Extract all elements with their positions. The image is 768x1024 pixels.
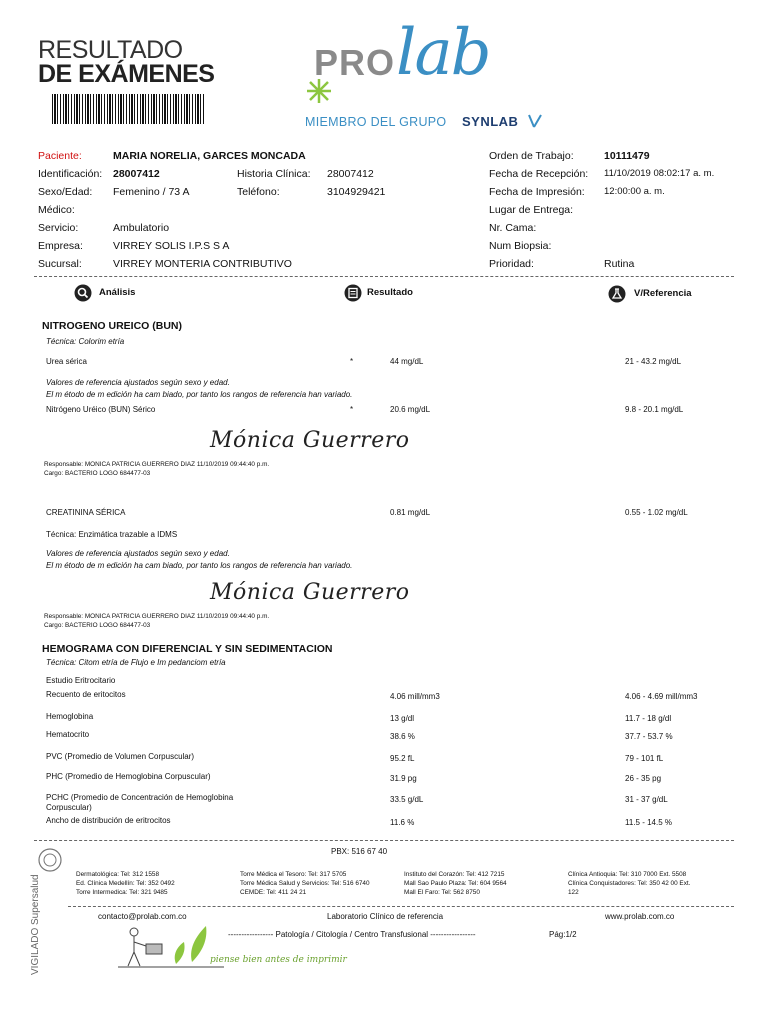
sexo-value: Femenino / 73 A [113, 186, 190, 198]
bun-note2: El m étodo de m edición ha cam biado, por tanto los rangos de referencia han variado. [46, 390, 353, 399]
patient-label: Paciente: [38, 150, 82, 162]
resultado-header: Resultado [367, 287, 413, 298]
logo-synlab: SYNLAB [462, 114, 519, 129]
servicio-label: Servicio: [38, 222, 79, 234]
prolab-logo [300, 16, 550, 135]
id-value: 28007412 [113, 168, 160, 180]
contact-line: Clínica Conquistadores: Tel: 350 42 00 Ext. [568, 880, 691, 887]
contact-line: Mall El Faro: Tel: 562 8750 [404, 889, 480, 896]
hemo-row-label: PHC (Promedio de Hemoglobina Corpuscular) [46, 772, 211, 781]
logo-member: MIEMBRO DEL GRUPO [305, 115, 447, 129]
responsable-line: Responsable: MONICA PATRICIA GUERRERO DIAZ 11/10/2019 09:44:40 p.m. [44, 461, 270, 468]
email-link[interactable]: contacto@prolab.com.co [98, 912, 187, 921]
cargo-line: Cargo: BACTERIO LOGO 684477-03 [44, 622, 151, 629]
prioridad-value: Rutina [604, 258, 635, 270]
flask-icon [608, 285, 626, 303]
barcode [52, 94, 206, 124]
telefono-value: 3104929421 [327, 186, 386, 198]
creat-label: CREATININA SÉRICA [46, 508, 126, 517]
sucursal-label: Sucursal: [38, 258, 82, 270]
star-icon [304, 76, 334, 106]
referencia-header: V/Referencia [634, 288, 692, 299]
hemo-row-label: Hematocrito [46, 730, 90, 739]
empresa-label: Empresa: [38, 240, 83, 252]
medico-label: Médico: [38, 204, 75, 216]
creat-ref: 0.55 - 1.02 mg/dL [625, 508, 688, 517]
sexo-label: Sexo/Edad: [38, 186, 93, 198]
supersalud-seal-icon [38, 848, 62, 872]
bun-flag: * [350, 405, 354, 414]
hemo-row-value: 31.9 pg [390, 774, 417, 783]
services-line: ----------------- Patología / Citología / Centro Transfusional ----------------- [228, 930, 476, 939]
hemo-tecnica: Técnica: Citom etría de Flujo e Im pedanciom etría [46, 658, 226, 667]
telefono-label: Teléfono: [237, 186, 280, 198]
contact-line: Dermatológica: Tel: 312 1558 [76, 871, 160, 878]
divider [68, 906, 734, 907]
lab-caption: Laboratorio Clínico de referencia [327, 912, 444, 921]
pbx: PBX: 516 67 40 [331, 847, 388, 856]
entrega-label: Lugar de Entrega: [489, 204, 574, 216]
id-label: Identificación: [38, 168, 103, 180]
divider [34, 276, 734, 277]
cargo-line: Cargo: BACTERIO LOGO 684477-03 [44, 470, 151, 477]
contact-line: Clínica Antioquia: Tel: 310 7000 Ext. 5508 [568, 871, 687, 878]
urea-label: Urea sérica [46, 357, 87, 366]
hemo-row-ref: 4.06 - 4.69 mill/mm3 [625, 692, 698, 701]
hemo-row-label: PVC (Promedio de Volumen Corpuscular) [46, 752, 195, 761]
signature: Mónica Guerrero [210, 428, 410, 453]
recepcion-label: Fecha de Recepción: [489, 168, 589, 180]
hemo-row-label-cont: Corpuscular) [46, 803, 92, 812]
contact-line: Ed. Clínica Medellín: Tel: 352 0492 [76, 880, 175, 887]
hemo-row-value: 11.6 % [390, 818, 415, 827]
servicio-value: Ambulatorio [113, 222, 170, 234]
hemo-row-label: PCHC (Promedio de Concentración de Hemoglobina [46, 793, 234, 802]
prioridad-label: Prioridad: [489, 258, 534, 270]
hemo-row-value: 38.6 % [390, 732, 415, 741]
hemo-row-label: Recuento de eritocitos [46, 690, 126, 699]
analisis-header: Análisis [99, 287, 136, 298]
impresion-value: 12:00:00 a. m. [604, 186, 665, 197]
bun-ref: 9.8 - 20.1 mg/dL [625, 405, 684, 414]
document-icon [344, 284, 362, 302]
hemo-row-ref: 79 - 101 fL [625, 754, 664, 763]
responsable-line: Responsable: MONICA PATRICIA GUERRERO DIAZ 11/10/2019 09:44:40 p.m. [44, 613, 270, 620]
urea-ref: 21 - 43.2 mg/dL [625, 357, 682, 366]
contact-line: CEMDE: Tel: 411 24 21 [240, 889, 307, 896]
impresion-label: Fecha de Impresión: [489, 186, 585, 198]
bun-note1: Valores de referencia ajustados según sexo y edad. [46, 378, 230, 387]
historia-value: 28007412 [327, 168, 374, 180]
hemo-row-ref: 31 - 37 g/dL [625, 795, 668, 804]
report-title-line2: DE EXÁMENES [38, 60, 215, 88]
hemo-estudio: Estudio Eritrocitario [46, 676, 116, 685]
hemo-row-value: 4.06 mill/mm3 [390, 692, 440, 701]
recepcion-value: 11/10/2019 08:02:17 a. m. [604, 168, 715, 179]
biopsia-label: Num Biopsia: [489, 240, 552, 252]
contact-line: Torre Médica el Tesoro: Tel: 317 5705 [240, 871, 347, 878]
bun-tecnica: Técnica: Colorim etría [46, 337, 125, 346]
contact-line: Torre Médica Salud y Servicios: Tel: 516 6740 [240, 880, 370, 887]
creat-value: 0.81 mg/dL [390, 508, 431, 517]
sucursal-value: VIRREY MONTERIA CONTRIBUTIVO [113, 258, 292, 270]
hemo-row-value: 33.5 g/dL [390, 795, 424, 804]
urea-value: 44 mg/dL [390, 357, 424, 366]
patient-name: MARIA NORELIA, GARCES MONCADA [113, 150, 306, 162]
hemo-row-ref: 26 - 35 pg [625, 774, 662, 783]
search-icon [74, 284, 92, 302]
synlab-mark-icon [526, 112, 544, 130]
page-number: Pág:1/2 [549, 930, 577, 939]
creat-note2: El m étodo de m edición ha cam biado, por tanto los rangos de referencia han variado. [46, 561, 353, 570]
bun-title: NITROGENO UREICO (BUN) [42, 320, 182, 332]
creat-tecnica: Técnica: Enzimática trazable a IDMS [46, 530, 178, 539]
creat-note1: Valores de referencia ajustados según sexo y edad. [46, 549, 230, 558]
hemo-row-value: 95.2 fL [390, 754, 415, 763]
hemo-row-label: Ancho de distribución de eritrocitos [46, 816, 171, 825]
hemo-row-value: 13 g/dl [390, 714, 415, 723]
empresa-value: VIRREY SOLIS I.P.S S A [113, 240, 230, 252]
historia-label: Historia Clínica: [237, 168, 311, 180]
contact-line: Instituto del Corazón: Tel: 412 7215 [404, 871, 505, 878]
contact-line: Mall Sao Paulo Plaza: Tel: 604 9564 [404, 880, 507, 887]
hemo-title: HEMOGRAMA CON DIFERENCIAL Y SIN SEDIMENTACION [42, 643, 333, 655]
urea-flag: * [350, 357, 354, 366]
orden-label: Orden de Trabajo: [489, 150, 574, 162]
contact-line: Torre Intermedica: Tel: 321 9485 [76, 889, 168, 896]
logo-lab: lab [396, 16, 490, 90]
hemo-row-label: Hemoglobina [46, 712, 94, 721]
cama-label: Nr. Cama: [489, 222, 537, 234]
logo-pro: PRO [314, 42, 396, 83]
hemo-row-ref: 11.7 - 18 g/dl [625, 714, 672, 723]
bun-label: Nitrógeno Uréico (BUN) Sérico [46, 405, 156, 414]
bun-value: 20.6 mg/dL [390, 405, 431, 414]
hemo-row-ref: 11.5 - 14.5 % [625, 818, 672, 827]
contact-line: 122 [568, 889, 579, 896]
supersalud-vertical: VIGILADO Supersalud [30, 874, 41, 975]
divider [34, 840, 734, 841]
signature: Mónica Guerrero [210, 580, 410, 605]
orden-value: 10111479 [604, 150, 650, 162]
web-link[interactable]: www.prolab.com.co [605, 912, 675, 921]
slogan: piense bien antes de imprimir [210, 955, 347, 965]
report-title-line1: RESULTADO [38, 36, 183, 64]
hemo-row-ref: 37.7 - 53.7 % [625, 732, 673, 741]
